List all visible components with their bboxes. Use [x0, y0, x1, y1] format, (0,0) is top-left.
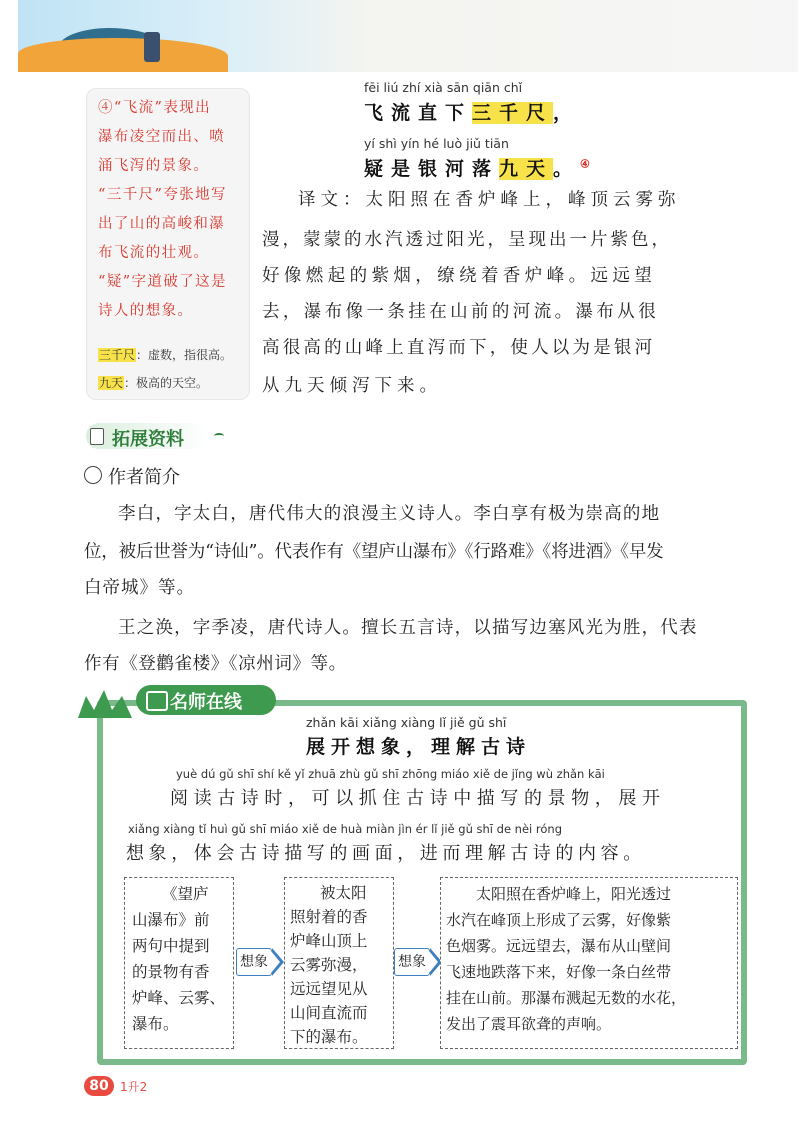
imagine-arrow-label: 想象	[394, 948, 430, 976]
translation-line: 去，瀑布像一条挂在山前的河流。瀑布从很	[262, 302, 660, 322]
arrow-right-icon	[272, 948, 284, 976]
side-note-text	[98, 94, 244, 326]
poem-highlight: 九天	[499, 158, 554, 180]
poem-line1-pinyin: fēi liú zhí xià sān qiān chǐ	[364, 80, 523, 95]
box-line: 远远望见从	[290, 980, 368, 998]
side-note-line: 涌飞泻的景象。	[98, 158, 210, 174]
teacher-title-pinyin: zhǎn kāi xiǎng xiàng lǐ jiě gǔ shī	[306, 715, 507, 730]
section-title: 拓展资料	[112, 429, 184, 450]
author-paragraph-line: 白帝城》等。	[84, 578, 195, 598]
side-note-line: 瀑布凌空而出、喷	[98, 129, 226, 145]
author-paragraph-line: 作有《登鹳雀楼》《凉州词》等。	[84, 654, 347, 674]
poem-punct: ，	[553, 102, 581, 124]
translation-line: 高很高的山峰上直泻而下，使人以为是银河	[262, 338, 656, 358]
poem-line2	[364, 154, 590, 181]
poem-line2-pinyin: yí shì yín hé luò jiǔ tiān	[364, 136, 509, 151]
section-header	[86, 423, 266, 451]
translation-line: 从九天倾泻下来。	[262, 376, 442, 396]
box-line: 发出了震耳欲聋的声响。	[446, 1015, 612, 1033]
decor-swoosh-icon	[214, 433, 224, 439]
teacher-line2-pinyin: xiǎng xiàng tǐ huì gǔ shī miáo xiě de huà miàn jìn ér lǐ jiě gǔ shī de nèi róng	[128, 822, 562, 836]
hill-illustration	[18, 38, 228, 72]
side-note-line: 布飞流的壮观。	[98, 245, 210, 261]
box-line: 炉峰山顶上	[290, 932, 368, 950]
side-note-line: 诗人的想象。	[98, 303, 194, 319]
person-icon	[84, 466, 102, 484]
box-line: 炉峰、云雾、	[132, 989, 226, 1007]
poem-highlight: 三千尺	[472, 102, 554, 124]
term-definition: ：虚数，指很高。	[136, 348, 233, 362]
teacher-line1: 阅读古诗时，可以抓住古诗中描写的景物，展开	[170, 788, 666, 809]
box-line: 飞速地跌落下来，好像一条白丝带	[446, 963, 672, 981]
subsection-title: 作者简介	[108, 467, 180, 488]
document-icon	[90, 428, 104, 445]
translation-line: 好像燃起的紫烟，缭绕着香炉峰。远远望	[262, 266, 657, 286]
box-line: 山间直流而	[290, 1004, 368, 1022]
teacher-tag-label: 名师在线	[170, 692, 242, 713]
note-marker: ④	[580, 157, 590, 171]
top-banner-illustration	[18, 0, 798, 72]
box-line: 太阳照在香炉峰上，阳光透过	[476, 885, 672, 903]
luggage-illustration	[144, 32, 160, 62]
box-line: 瀑布。	[132, 1015, 179, 1033]
imagine-arrow-label: 想象	[236, 948, 272, 976]
side-note-line: ④“飞流”表现出	[98, 100, 212, 116]
side-note-line: “三千尺”夸张地写	[98, 187, 227, 203]
box-line: 山瀑布》前	[132, 911, 210, 929]
box-line: 云雾弥漫，	[290, 956, 368, 974]
term-note	[98, 374, 208, 391]
page-number: 80	[84, 1076, 114, 1096]
term-note	[98, 346, 232, 363]
poem-text: 疑是银河落	[364, 158, 500, 180]
grade-label: 1升2	[120, 1080, 148, 1094]
term-word: 三千尺	[99, 348, 136, 362]
box-line: 色烟雾。远远望去，瀑布从山壁间	[446, 937, 672, 955]
translation-line: 漫，蒙蒙的水汽透过阳光，呈现出一片紫色，	[262, 230, 672, 250]
box-line: 《望庐	[162, 885, 209, 903]
box-line: 照射着的香	[290, 908, 368, 926]
term-word: 九天	[99, 376, 124, 390]
author-paragraph-line: 李白，字太白，唐代伟大的浪漫主义诗人。李白享有极为崇高的地	[118, 504, 661, 524]
box-line: 两句中提到	[132, 937, 210, 955]
author-paragraph-line: 王之涣，字季凌，唐代诗人。擅长五言诗，以描写边塞风光为胜，代表	[118, 618, 698, 638]
chart-icon	[146, 691, 168, 711]
box-line: 水汽在峰顶上形成了云雾，好像紫	[446, 911, 672, 929]
teacher-title: 展开想象，理解古诗	[306, 736, 532, 758]
side-note-line: “疑”字道破了这是	[98, 274, 227, 290]
poem-line1	[364, 98, 580, 125]
translation-line: 译文：太阳照在香炉峰上，峰顶云雾弥	[298, 190, 681, 210]
scene-box-text	[132, 881, 232, 1037]
poem-punct: 。	[553, 158, 581, 180]
box-line: 下的瀑布。	[290, 1028, 368, 1046]
description-box-text	[446, 881, 734, 1037]
term-definition: ：极高的天空。	[124, 376, 209, 390]
poem-text: 飞流直下	[364, 102, 473, 124]
side-note-line: 出了山的高峻和瀑	[98, 216, 226, 232]
leaf-crown-icon	[76, 688, 136, 722]
imagined-box-text	[290, 881, 392, 1049]
teacher-line1-pinyin: yuè dú gǔ shī shí kě yǐ zhuā zhù gǔ shī zhōng miáo xiě de jǐng wù zhǎn kāi	[176, 767, 605, 781]
box-line: 挂在山前。那瀑布溅起无数的水花，	[446, 989, 687, 1007]
box-line: 被太阳	[320, 884, 367, 902]
author-paragraph-line: 位，被后世誉为“诗仙”。代表作有《望庐山瀑布》《行路难》《将进酒》《早发	[84, 542, 664, 562]
teacher-line2: 想象，体会古诗描写的画面，进而理解古诗的内容。	[126, 843, 646, 864]
box-line: 的景物有香	[132, 963, 210, 981]
